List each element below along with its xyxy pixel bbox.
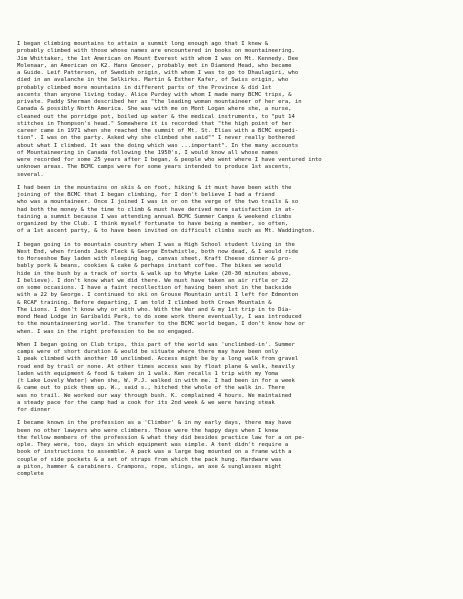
paragraph-profession: I became known in the profession as a 'Climber' & in my early days, there may have been no other lawyers who were climbers. Those were the happy days when I knew the fellow members of the profession & what they did besides practice law for a on pe- ople. They were, too, days in which equipment was simple. A tent didn't require a book of instructions to assemble. A pack was a large bag mounted on a frame with a couple of side pockets & a set of straps from which the pack hung. Hardware was a piton, hammer & carabiners. Crampons, rope, slings, an axe & sunglasses might complete	[17, 420, 305, 477]
paragraph-club-trips: When I began going on Club trips, this part of the world was 'unclimbed-in'. Summer camps were of short duration & would be situate where there may have been only 1 peak climbed with another 10 unclimbed. Access might be by a long walk from gravel road end by trail or none. At other times access was by float plane & walk, heavily laden with equipment & food & taken in 1 walk. Ken recalls 1 trip with my Yoma (t Lake Lovely Water) when she, W. P.J. walked in with me. I had been in for a week & came out to pick them up. W., said s., hitched the whole of the walk in. There was no trail. We worked our way through bush. K. complained 4 hours. We maintained a steady pace for the camp had a cook for its 2nd week & we were having steak for dinner	[17, 341, 299, 413]
paragraph-climbers-known: I began climbing mountains to attain a summit long enough ago that I knew & probably climbed with those whose names are encountered in books on mountaineering. Jim Whittaker, the 1st American on Mount Everest with whom I was on Mt. Kennedy. Dee Molenaar, an American on K2. Hans Gmoser, probably met in Diamond Head, who became a Guide. Leif Patterson, of Swedish origin, with whom I was to go to Dhaulagiri, who died in an avalanche in the Selkirks. Martin & Esther Kafer, of Swiss origin, who probably climbed more mountains in different parts of the Province & did 1st ascents than anyone living today. Alice Purdey with whom I made many BCMC trips, & private. Paddy Sherman described her as "the leading woman mountaineer of her era, in Canada & possibly North America. She was with me on Mont Logan where she, a nurse, cleaned out the porridge pot, boiled up water & the medical instruments, to "put 14 stitches in Thompson's head." Somewhere it is recorded that "the high point of her career came in 1971 when she reached the summit of Mt. St. Elias with a BCMC expedi- tion". I was on the party. Asked why she climbed she said"" I never really bothered about what I climbed. It was the doing which was ...important". In the many accounts of Mountaineering in Canada following the 1950's, I would know all whose names were recorded for some 25 years after I began, & people who went where I have ventured into unknown areas. The BCMC camps were for some years intended to produce 1st ascents, several.	[17, 41, 322, 178]
paragraph-joining-bcmc: I had been in the mountains on skis & on foot, hiking & it must have been with the joining of the BCMC that I began climbing, for I don't believe I had a friend who was a mountaineer. Once I joined I was in or on the verge of the two trails & so had both the money & the time to climb & must have derived more satisfaction in at- taining a summit because I was attending annual BCMC Summer Camps & weekend climbs organized by the Club. I think myself fortunate to have being a member, so often, of a 1st ascent party, & to have been invited on difficult climbs such as Mt. Waddington.	[17, 184, 315, 235]
paragraph-early-trips: I began going in to mountain country when I was a High School student living in the West End, when friends Jack Fleck & George Entwhistle, both now dead, & I would ride to Horseshoe Bay laden with sleeping bag, canvas sheet, Kraft Cheese dinner & pro- bably pork & beans, cookies & cake & perhaps instant coffee. The bikes we would hide in the bush by a track of sorts & walk up to Whyte Lake (20-30 minutes above, I believe). I don't know what we did there. We must have taken an air rifle or 22 on some occasions. I have a faint recollection of having been shot in the backside with a 22 by George. I continued to ski on Grouse Mountain until I left for Edmonton & RCAF training. Before departing, I am told I climbed both Crown Mountain & The Lions. I don't know why or with who. With the War and & my 1st trip in to Dia- mond Head Lodge in Garibaldi Park, to do some work there eventually, I was introduced to the mountaineering world. The transfer to the BCMC world began, I don't know how or when. I was in the right profession to be so engaged.	[17, 241, 305, 335]
